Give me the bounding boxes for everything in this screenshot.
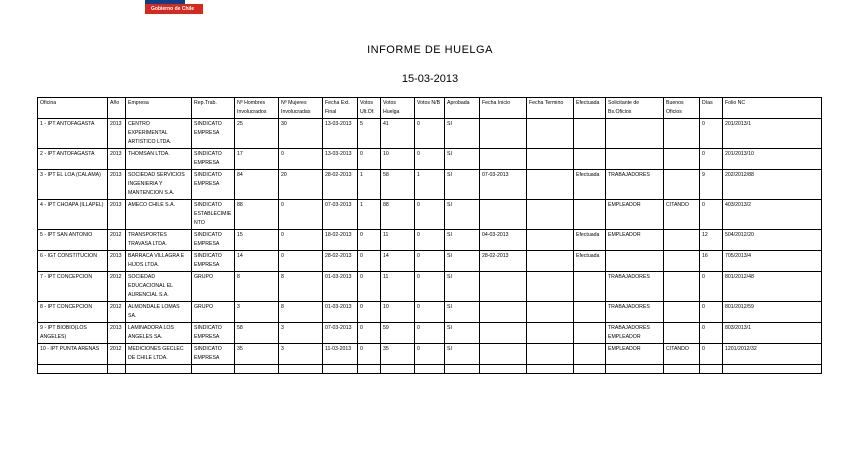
table-cell: 2012 xyxy=(108,302,126,323)
table-cell: SINDICATO ESTABLECIMIENTO xyxy=(192,200,235,230)
table-cell: 0 xyxy=(279,230,323,251)
table-cell: 11 xyxy=(381,272,415,302)
table-cell: SI xyxy=(445,344,480,365)
table-row xyxy=(38,149,822,170)
table-cell: 1 xyxy=(415,170,445,200)
column-header: Aprobada xyxy=(445,98,480,119)
column-header: Votos N/B xyxy=(415,98,445,119)
table-cell: EMPLEADOR xyxy=(606,230,664,251)
table-row xyxy=(38,344,822,365)
table-row xyxy=(38,272,822,302)
table-cell: 16 xyxy=(700,251,723,272)
table-cell xyxy=(108,365,126,374)
table-cell: 8 - IPT CONCEPCION xyxy=(38,302,108,323)
column-header: Fecha Inicio xyxy=(480,98,527,119)
table-row xyxy=(38,119,822,149)
table-cell: 1 xyxy=(358,170,381,200)
table-cell xyxy=(480,272,527,302)
table-cell: SI xyxy=(445,119,480,149)
table-cell: TRABAJADORES xyxy=(606,302,664,323)
table-cell: 14 xyxy=(381,251,415,272)
table-cell: 2013 xyxy=(108,119,126,149)
table-cell: 9 - IPT BIOBIO(LOS ANGELES) xyxy=(38,323,108,344)
table-cell xyxy=(527,119,574,149)
table-cell: 0 xyxy=(415,119,445,149)
table-cell: 2013 xyxy=(108,149,126,170)
table-cell xyxy=(381,365,415,374)
column-header: Nº Hombres Involucrados xyxy=(235,98,279,119)
table-cell: SOCIEDAD EDUCACIONAL EL AURENCIAL S.A. xyxy=(126,272,192,302)
table-cell xyxy=(323,365,358,374)
table-cell xyxy=(574,344,606,365)
table-cell: SOCIEDAD SERVICIOS INGENIERIA Y MANTENCION S.A. xyxy=(126,170,192,200)
table-cell: EMPLEADOR xyxy=(606,344,664,365)
table-cell xyxy=(480,302,527,323)
table-cell: Efectuada xyxy=(574,170,606,200)
table-cell: 1 xyxy=(358,200,381,230)
table-cell xyxy=(723,365,822,374)
table-row xyxy=(38,323,822,344)
table-cell: SINDICATO EMPRESA xyxy=(192,251,235,272)
column-header: Rep.Trab. xyxy=(192,98,235,119)
table-cell xyxy=(606,251,664,272)
table-cell: 3 xyxy=(235,302,279,323)
table-cell xyxy=(480,365,527,374)
table-cell xyxy=(527,200,574,230)
table-cell: 5 xyxy=(358,119,381,149)
table-cell: 0 xyxy=(415,251,445,272)
table-cell: 04-03-2013 xyxy=(480,230,527,251)
table-cell: SINDICATO EMPRESA xyxy=(192,119,235,149)
table-cell: 403/2013/2 xyxy=(723,200,822,230)
table-cell: 1201/2012/32 xyxy=(723,344,822,365)
table-cell xyxy=(574,149,606,170)
table-cell: 2012 xyxy=(108,272,126,302)
table-cell: 3 xyxy=(279,344,323,365)
strike-report-table xyxy=(37,97,822,374)
table-cell xyxy=(664,272,700,302)
table-cell: 801/2012/59 xyxy=(723,302,822,323)
table-cell xyxy=(574,272,606,302)
table-cell: ALMONDALE LOMAS SA. xyxy=(126,302,192,323)
table-cell: SINDICATO EMPRESA xyxy=(192,323,235,344)
table-cell: 28-02-2013 xyxy=(480,251,527,272)
table-cell xyxy=(192,365,235,374)
table-cell xyxy=(664,251,700,272)
table-cell: 202/2012/88 xyxy=(723,170,822,200)
table-cell xyxy=(664,119,700,149)
table-cell xyxy=(358,365,381,374)
table-cell: SINDICATO EMPRESA xyxy=(192,149,235,170)
table-cell: 705/2013/4 xyxy=(723,251,822,272)
table-cell: 9 xyxy=(700,170,723,200)
table-cell: GRUPO xyxy=(192,302,235,323)
report-title: INFORME DE HUELGA xyxy=(367,44,493,56)
table-cell: Efectuada xyxy=(574,251,606,272)
table-row xyxy=(38,302,822,323)
table-cell: 0 xyxy=(358,344,381,365)
table-cell: 801/2012/48 xyxy=(723,272,822,302)
table-row-cut-off xyxy=(38,365,822,374)
table-cell: SI xyxy=(445,302,480,323)
table-cell: 3 xyxy=(279,323,323,344)
table-cell xyxy=(527,302,574,323)
table-row xyxy=(38,251,822,272)
table-cell: THOMSAN LTDA. xyxy=(126,149,192,170)
table-cell xyxy=(664,365,700,374)
table-cell xyxy=(574,119,606,149)
table-cell: 201/2013/1 xyxy=(723,119,822,149)
table-cell: SI xyxy=(445,149,480,170)
table-cell xyxy=(664,323,700,344)
table-cell xyxy=(279,365,323,374)
table-cell: 30 xyxy=(279,119,323,149)
table-cell: 11-03-2013 xyxy=(323,344,358,365)
table-cell: 8 xyxy=(235,272,279,302)
table-cell: 0 xyxy=(415,230,445,251)
table-cell: SI xyxy=(445,230,480,251)
table-cell: 12 xyxy=(700,230,723,251)
table-cell: 88 xyxy=(235,200,279,230)
table-cell xyxy=(606,365,664,374)
table-cell: 4 - IPT CHOAPA (ILLAPEL) xyxy=(38,200,108,230)
table-header-row xyxy=(38,98,822,119)
table-cell xyxy=(126,365,192,374)
column-header: Año xyxy=(108,98,126,119)
table-cell: 8 xyxy=(279,302,323,323)
table-cell: 35 xyxy=(381,344,415,365)
table-cell: Efectuada xyxy=(574,230,606,251)
logo-text: Gobierno de Chile xyxy=(145,4,203,14)
table-cell: 84 xyxy=(235,170,279,200)
table-cell: GRUPO xyxy=(192,272,235,302)
table-cell: 17 xyxy=(235,149,279,170)
table-cell xyxy=(480,200,527,230)
table-cell: 0 xyxy=(700,272,723,302)
table-cell: 5 - IPT SAN ANTONIO xyxy=(38,230,108,251)
column-header: Votos Ult.Of. xyxy=(358,98,381,119)
table-cell: TRABAJADORES xyxy=(606,170,664,200)
column-header: Fecha Termino xyxy=(527,98,574,119)
table-cell: 2 - IPT ANTOFAGASTA xyxy=(38,149,108,170)
table-cell: SINDICATO EMPRESA xyxy=(192,230,235,251)
table-cell xyxy=(480,323,527,344)
table-cell: 07-03-2013 xyxy=(323,323,358,344)
table-cell xyxy=(527,272,574,302)
column-header: Solicitante de Bs.Oficios xyxy=(606,98,664,119)
table-cell: SINDICATO EMPRESA xyxy=(192,344,235,365)
table-cell: 0 xyxy=(415,200,445,230)
table-cell: AMECO CHILE S.A. xyxy=(126,200,192,230)
table-cell: 0 xyxy=(700,149,723,170)
table-cell: 01-03-2013 xyxy=(323,302,358,323)
table-cell: 8 xyxy=(279,272,323,302)
table-cell: 10 - IPT PUNTA ARENAS xyxy=(38,344,108,365)
table-cell: 0 xyxy=(279,251,323,272)
table-cell: 0 xyxy=(358,251,381,272)
table-cell: CITANDO xyxy=(664,344,700,365)
table-cell: 28-02-2013 xyxy=(323,251,358,272)
table-cell: 2013 xyxy=(108,200,126,230)
column-header: Días xyxy=(700,98,723,119)
table-cell: 2012 xyxy=(108,344,126,365)
table-cell xyxy=(574,323,606,344)
table-cell: SI xyxy=(445,272,480,302)
table-cell: 07-03-2013 xyxy=(480,170,527,200)
column-header: Nº Mujeres Involucradas xyxy=(279,98,323,119)
table-cell xyxy=(574,302,606,323)
report-date: 15-03-2013 xyxy=(401,73,459,85)
table-cell: EMPLEADOR xyxy=(606,200,664,230)
table-cell: 0 xyxy=(358,149,381,170)
table-cell xyxy=(606,119,664,149)
table-cell: 01-03-2013 xyxy=(323,272,358,302)
table-cell: 14 xyxy=(235,251,279,272)
table-cell xyxy=(606,149,664,170)
table-cell xyxy=(235,365,279,374)
table-cell: 0 xyxy=(279,149,323,170)
table-cell: 0 xyxy=(700,200,723,230)
table-cell xyxy=(527,251,574,272)
table-cell: CITANDO xyxy=(664,200,700,230)
table-cell: SI xyxy=(445,200,480,230)
table-cell xyxy=(700,365,723,374)
table-cell xyxy=(527,230,574,251)
table-cell: 25 xyxy=(235,119,279,149)
table-cell xyxy=(527,149,574,170)
table-cell: 3 - IPT EL LOA (CALAMA) xyxy=(38,170,108,200)
table-row xyxy=(38,170,822,200)
table-cell: 88 xyxy=(381,200,415,230)
column-header: Efectuada xyxy=(574,98,606,119)
table-cell: 803/2013/1 xyxy=(723,323,822,344)
table-cell: 11 xyxy=(381,230,415,251)
table-cell xyxy=(480,119,527,149)
table-cell: 0 xyxy=(358,323,381,344)
table-cell: 0 xyxy=(415,344,445,365)
table-cell: 2012 xyxy=(108,230,126,251)
table-cell xyxy=(415,365,445,374)
table-cell xyxy=(38,365,108,374)
table-cell: 0 xyxy=(358,230,381,251)
table-cell: 504/2012/20 xyxy=(723,230,822,251)
table-cell: TRANSPORTES TRAVASA LTDA. xyxy=(126,230,192,251)
table-cell xyxy=(480,344,527,365)
table-cell xyxy=(664,170,700,200)
table-row xyxy=(38,200,822,230)
table-cell: 0 xyxy=(700,344,723,365)
column-header: Buenos Oficios xyxy=(664,98,700,119)
column-header: Fecha Ext. Final xyxy=(323,98,358,119)
table-cell: 0 xyxy=(415,272,445,302)
table-cell: SI xyxy=(445,170,480,200)
table-cell: LAMINADORA LOS ANGELES SA. xyxy=(126,323,192,344)
table-cell: 07-03-2013 xyxy=(323,200,358,230)
table-cell: 35 xyxy=(235,344,279,365)
table-cell: 1 - IPT ANTOFAGASTA xyxy=(38,119,108,149)
table-cell: 0 xyxy=(415,149,445,170)
table-cell: 13-03-2013 xyxy=(323,149,358,170)
table-cell: 18-02-2013 xyxy=(323,230,358,251)
table-cell: 201/2013/10 xyxy=(723,149,822,170)
table-cell: 13-03-2013 xyxy=(323,119,358,149)
table-cell: 0 xyxy=(358,302,381,323)
table-cell: TRABAJADORES xyxy=(606,272,664,302)
table-cell: 20 xyxy=(279,170,323,200)
table-cell: 58 xyxy=(235,323,279,344)
table-cell: 0 xyxy=(415,323,445,344)
table-cell xyxy=(664,302,700,323)
table-row xyxy=(38,230,822,251)
table-cell xyxy=(574,200,606,230)
table-cell: SINDICATO EMPRESA xyxy=(192,170,235,200)
table-cell: 0 xyxy=(700,323,723,344)
table-cell xyxy=(574,365,606,374)
table-cell: MEDICIONES GECLEC DE CHILE LTDA. xyxy=(126,344,192,365)
column-header: Votos Huelga xyxy=(381,98,415,119)
table-cell: 2013 xyxy=(108,323,126,344)
table-cell: 0 xyxy=(700,302,723,323)
column-header: Oficina xyxy=(38,98,108,119)
table-cell xyxy=(527,170,574,200)
table-cell xyxy=(527,365,574,374)
table-cell: 2013 xyxy=(108,251,126,272)
table-cell: 2013 xyxy=(108,170,126,200)
table-cell: 6 - IGT CONSTITUCION xyxy=(38,251,108,272)
table-cell: 59 xyxy=(381,323,415,344)
table-cell: BARRACA VILLAGRA E HIJOS LTDA. xyxy=(126,251,192,272)
table-cell: 58 xyxy=(381,170,415,200)
table-cell: 0 xyxy=(700,119,723,149)
table-cell: 41 xyxy=(381,119,415,149)
table-body xyxy=(38,119,822,374)
table-cell: 0 xyxy=(415,302,445,323)
table-cell xyxy=(664,230,700,251)
table-cell: TRABAJADORES EMPLEADOR xyxy=(606,323,664,344)
table-cell: 0 xyxy=(279,200,323,230)
table-cell xyxy=(480,149,527,170)
column-header: Empresa xyxy=(126,98,192,119)
gobierno-logo xyxy=(145,0,203,14)
table-cell: 10 xyxy=(381,302,415,323)
column-header: Folio NC xyxy=(723,98,822,119)
table-cell: 10 xyxy=(381,149,415,170)
table-cell xyxy=(664,149,700,170)
table-cell: 7 - IPT CONCEPCION xyxy=(38,272,108,302)
table-cell: SI xyxy=(445,323,480,344)
table-cell: CENTRO EXPERIMENTAL ARTISTICO LTDA. xyxy=(126,119,192,149)
table-cell xyxy=(445,365,480,374)
table-cell: 28-02-2013 xyxy=(323,170,358,200)
table-cell: SI xyxy=(445,251,480,272)
table-cell xyxy=(527,323,574,344)
table-cell: 15 xyxy=(235,230,279,251)
table-cell: 0 xyxy=(358,272,381,302)
table-cell xyxy=(527,344,574,365)
